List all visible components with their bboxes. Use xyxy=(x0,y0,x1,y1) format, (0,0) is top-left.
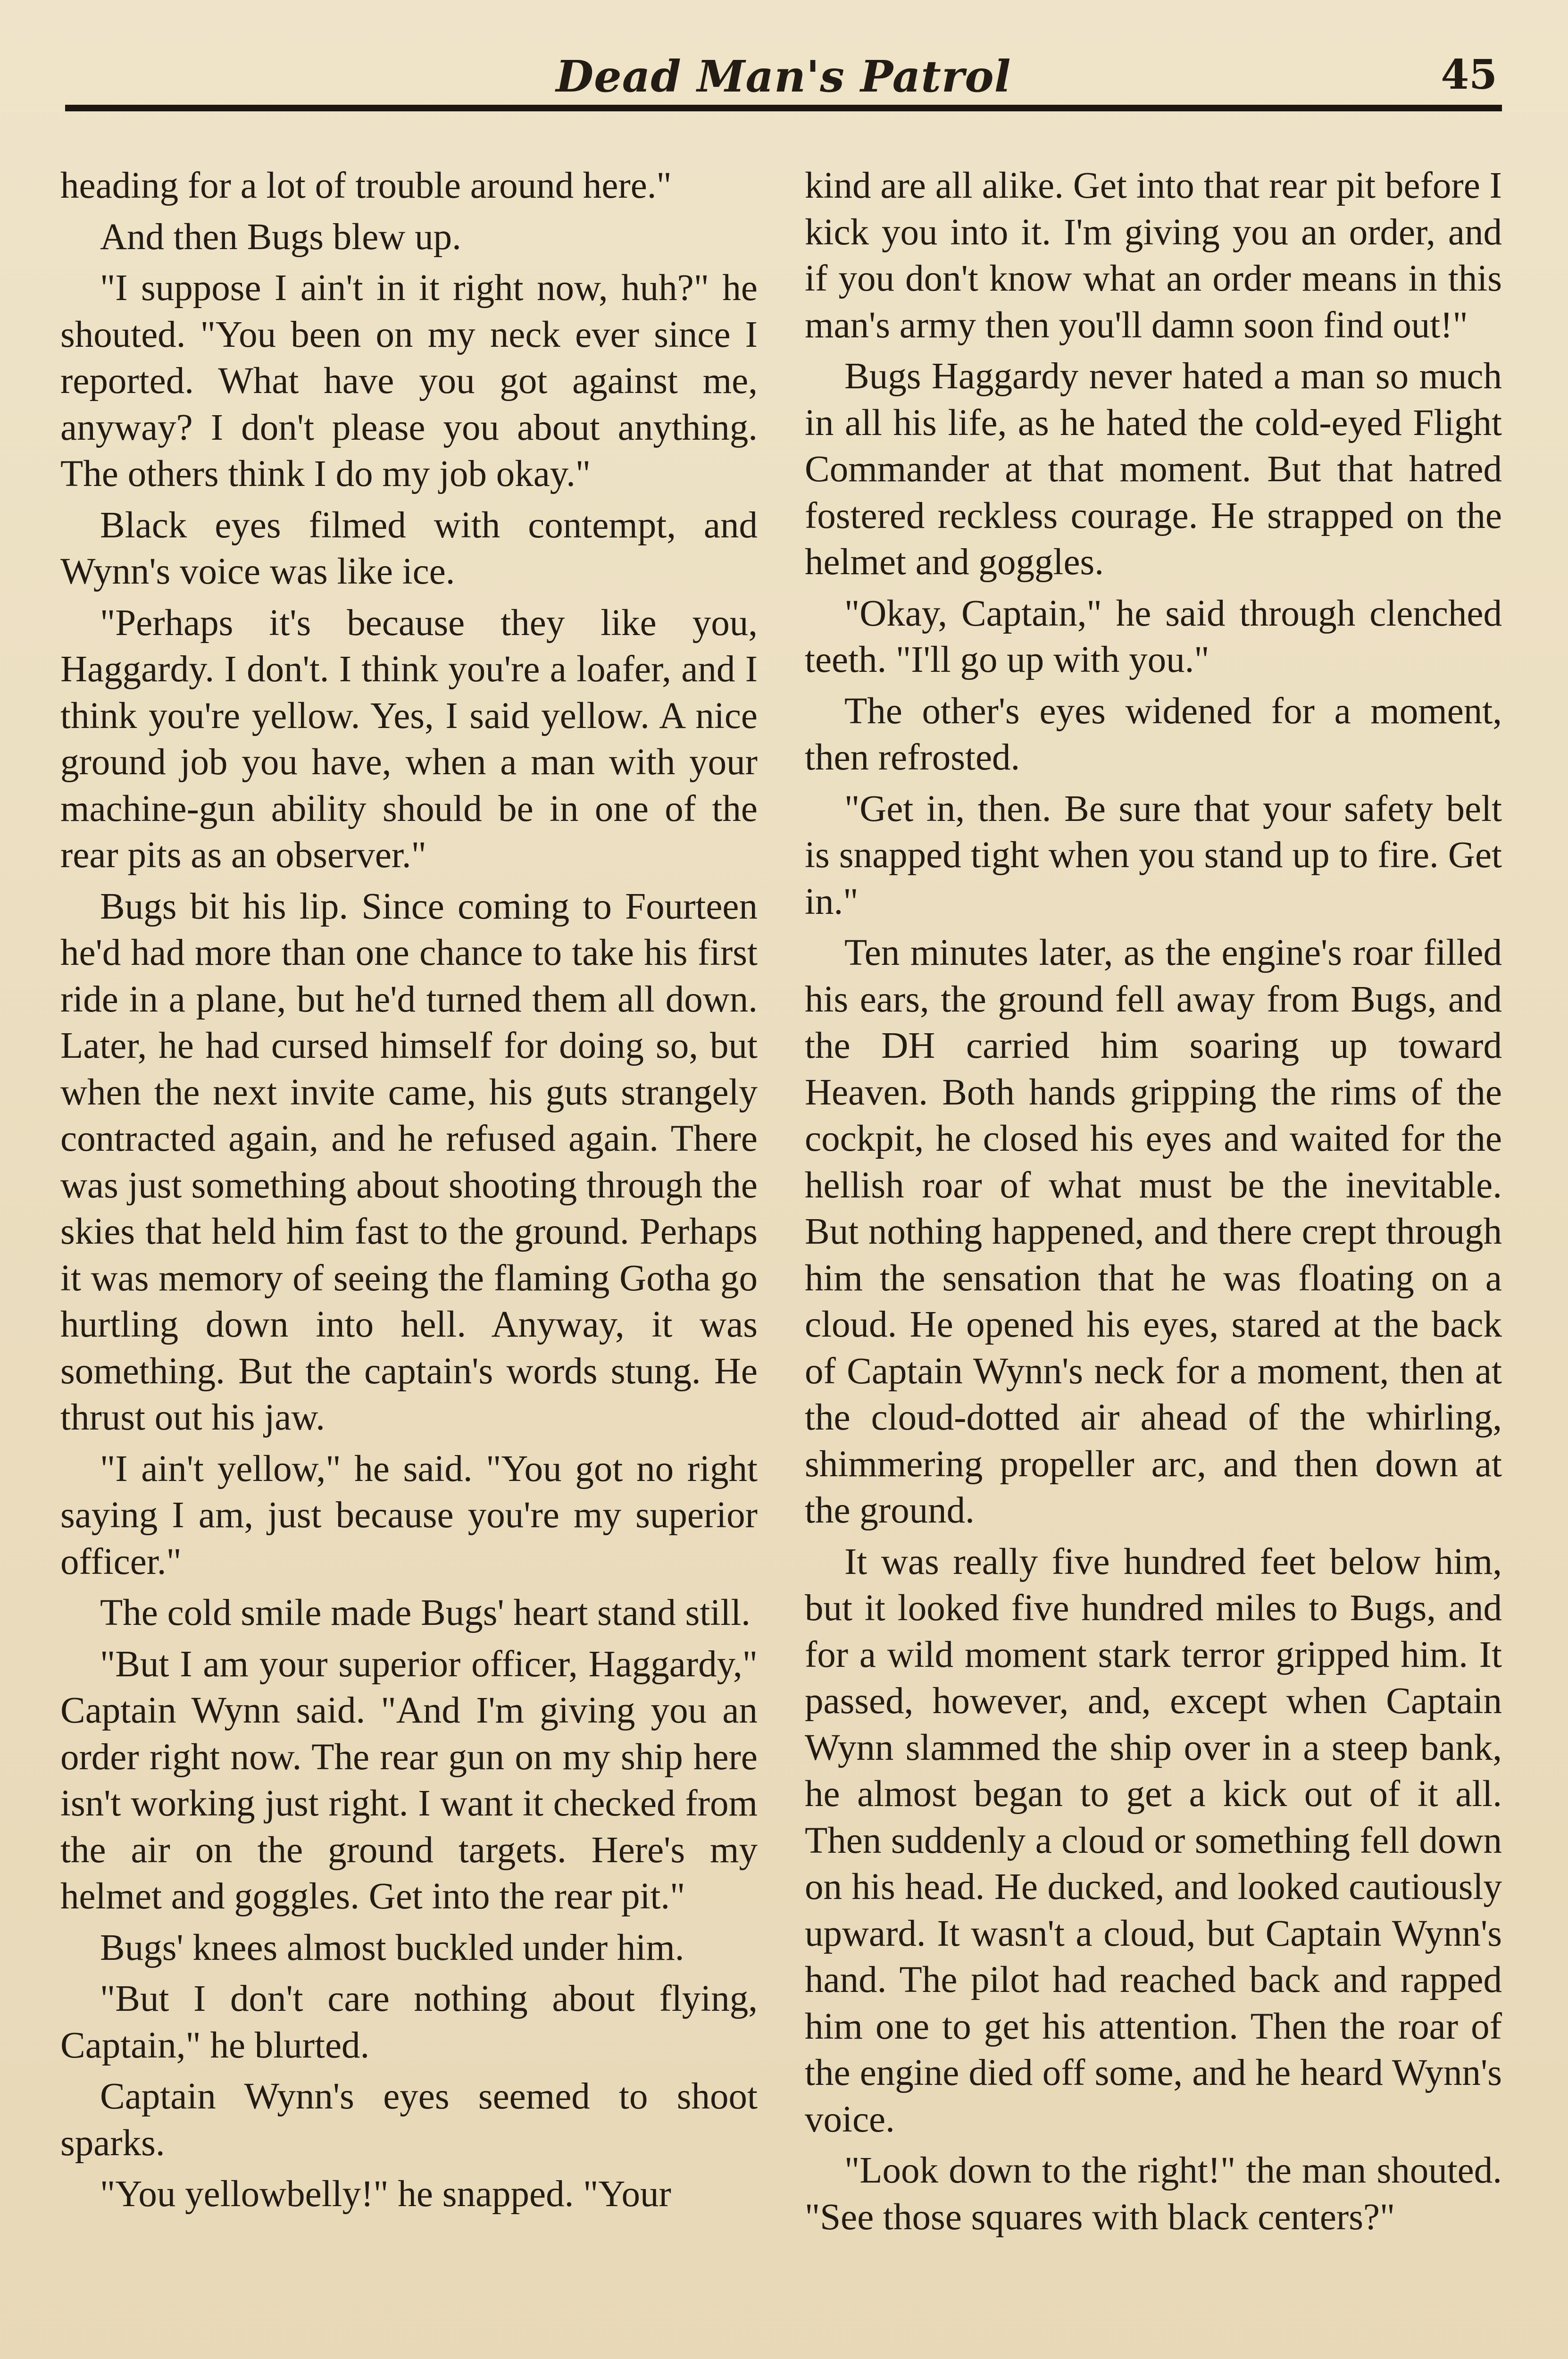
page-number: 45 xyxy=(1441,51,1497,99)
paragraph: "Get in, then. Be sure that your safety belt is snapped tight when you stand up to fire. Get in." xyxy=(805,788,1502,922)
paragraph: Bugs bit his lip. Since coming to Fourteen he'd had more than one chance to take his first ride in a plane, but he'd turned them all down. Later, he had cursed himself for doing so, but when the next invite came, his guts strangely contracted again, and he refused again. There was just something about shooting through the skies that held him fast to the ground. Perhaps it was memory of seeing the flaming Gotha go hurtling down into hell. Anyway, it was something. But the captain's words stung. He thrust out his jaw. xyxy=(60,886,758,1438)
paragraph: "Perhaps it's because they like you, Haggardy. I don't. I think you're a loafer, and I think you're yellow. Yes, I said yellow. A nice ground job you have, when a man with your machine-gun ability should be in one of the rear pits as an observer." xyxy=(60,602,758,876)
running-header xyxy=(65,47,1502,108)
paragraph: The cold smile made Bugs' heart stand still. xyxy=(100,1592,751,1633)
paragraph: Bugs' knees almost buckled under him. xyxy=(100,1927,684,1968)
paragraph: "I suppose I ain't in it right now, huh?" he shouted. "You been on my neck ever since I reported. What have you got against me, anyway? I don't please you about anything. The others think I do my job okay." xyxy=(60,268,758,494)
header-rule xyxy=(65,105,1502,111)
paragraph: "I ain't yellow," he said. "You got no right saying I am, just because you're my superior officer." xyxy=(60,1448,758,1582)
paragraph: kind are all alike. Get into that rear pit before I kick you into it. I'm giving you an order, and if you don't know what an order means in this man's army then you'll damn soon find out!" xyxy=(805,165,1502,346)
paragraph: Ten minutes later, as the engine's roar filled his ears, the ground fell away from Bugs, and the DH carried him soaring up toward Heaven. Both hands gripping the rims of the cockpit, he closed his eyes and waited for the hellish roar of what must be the inevitable. But nothing happened, and there crept through him the sensation that he was floating on a cloud. He opened his eyes, stared at the back of Captain Wynn's neck for a moment, then at the cloud-dotted air ahead of the whirling, shimmering propeller arc, and then down at the ground. xyxy=(805,932,1502,1531)
paragraph: "Look down to the right!" the man shouted. "See those squares with black centers?" xyxy=(805,2150,1502,2238)
paragraph: Black eyes filmed with contempt, and Wynn's voice was like ice. xyxy=(60,504,758,592)
story-title: Dead Man's Patrol xyxy=(556,51,1011,102)
paragraph: It was really five hundred feet below him, but it looked five hundred miles to Bugs, and for a wild moment stark terror gripped him. It passed, however, and, except when Captain Wynn slammed the ship over in a steep bank, he almost began to get a kick out of it all. Then suddenly a cloud or something fell down on his head. He ducked, and looked cautiously upward. It wasn't a cloud, but Captain Wynn's hand. The pilot had reached back and rapped him one to get his attention. Then the roar of the engine died off some, and he heard Wynn's voice. xyxy=(805,1541,1502,2140)
paragraph: "But I don't care nothing about flying, Captain," he blurted. xyxy=(60,1978,758,2066)
paragraph: Bugs Haggardy never hated a man so much in all his life, as he hated the cold-eyed Flight Commander at that moment. But that hatred fostered reckless courage. He strapped on the helmet and goggles. xyxy=(805,356,1502,583)
paragraph: The other's eyes widened for a moment, then refrosted. xyxy=(805,690,1502,778)
paragraph: "You yellowbelly!" he snapped. "Your xyxy=(100,2174,671,2215)
right-column xyxy=(805,163,1502,2359)
paragraph: "Okay, Captain," he said through clenched teeth. "I'll go up with you." xyxy=(805,593,1502,680)
text-columns xyxy=(60,163,1502,2359)
paragraph: "But I am your superior officer, Haggardy," Captain Wynn said. "And I'm giving you an order right now. The rear gun on my ship here isn't working just right. I want it checked from the air on the ground targets. Here's my helmet and goggles. Get into the rear pit." xyxy=(60,1643,758,1917)
left-column xyxy=(60,163,758,2359)
paragraph: Captain Wynn's eyes seemed to shoot sparks. xyxy=(60,2076,758,2164)
paragraph: And then Bugs blew up. xyxy=(100,216,461,258)
paragraph: heading for a lot of trouble around here." xyxy=(60,165,672,206)
